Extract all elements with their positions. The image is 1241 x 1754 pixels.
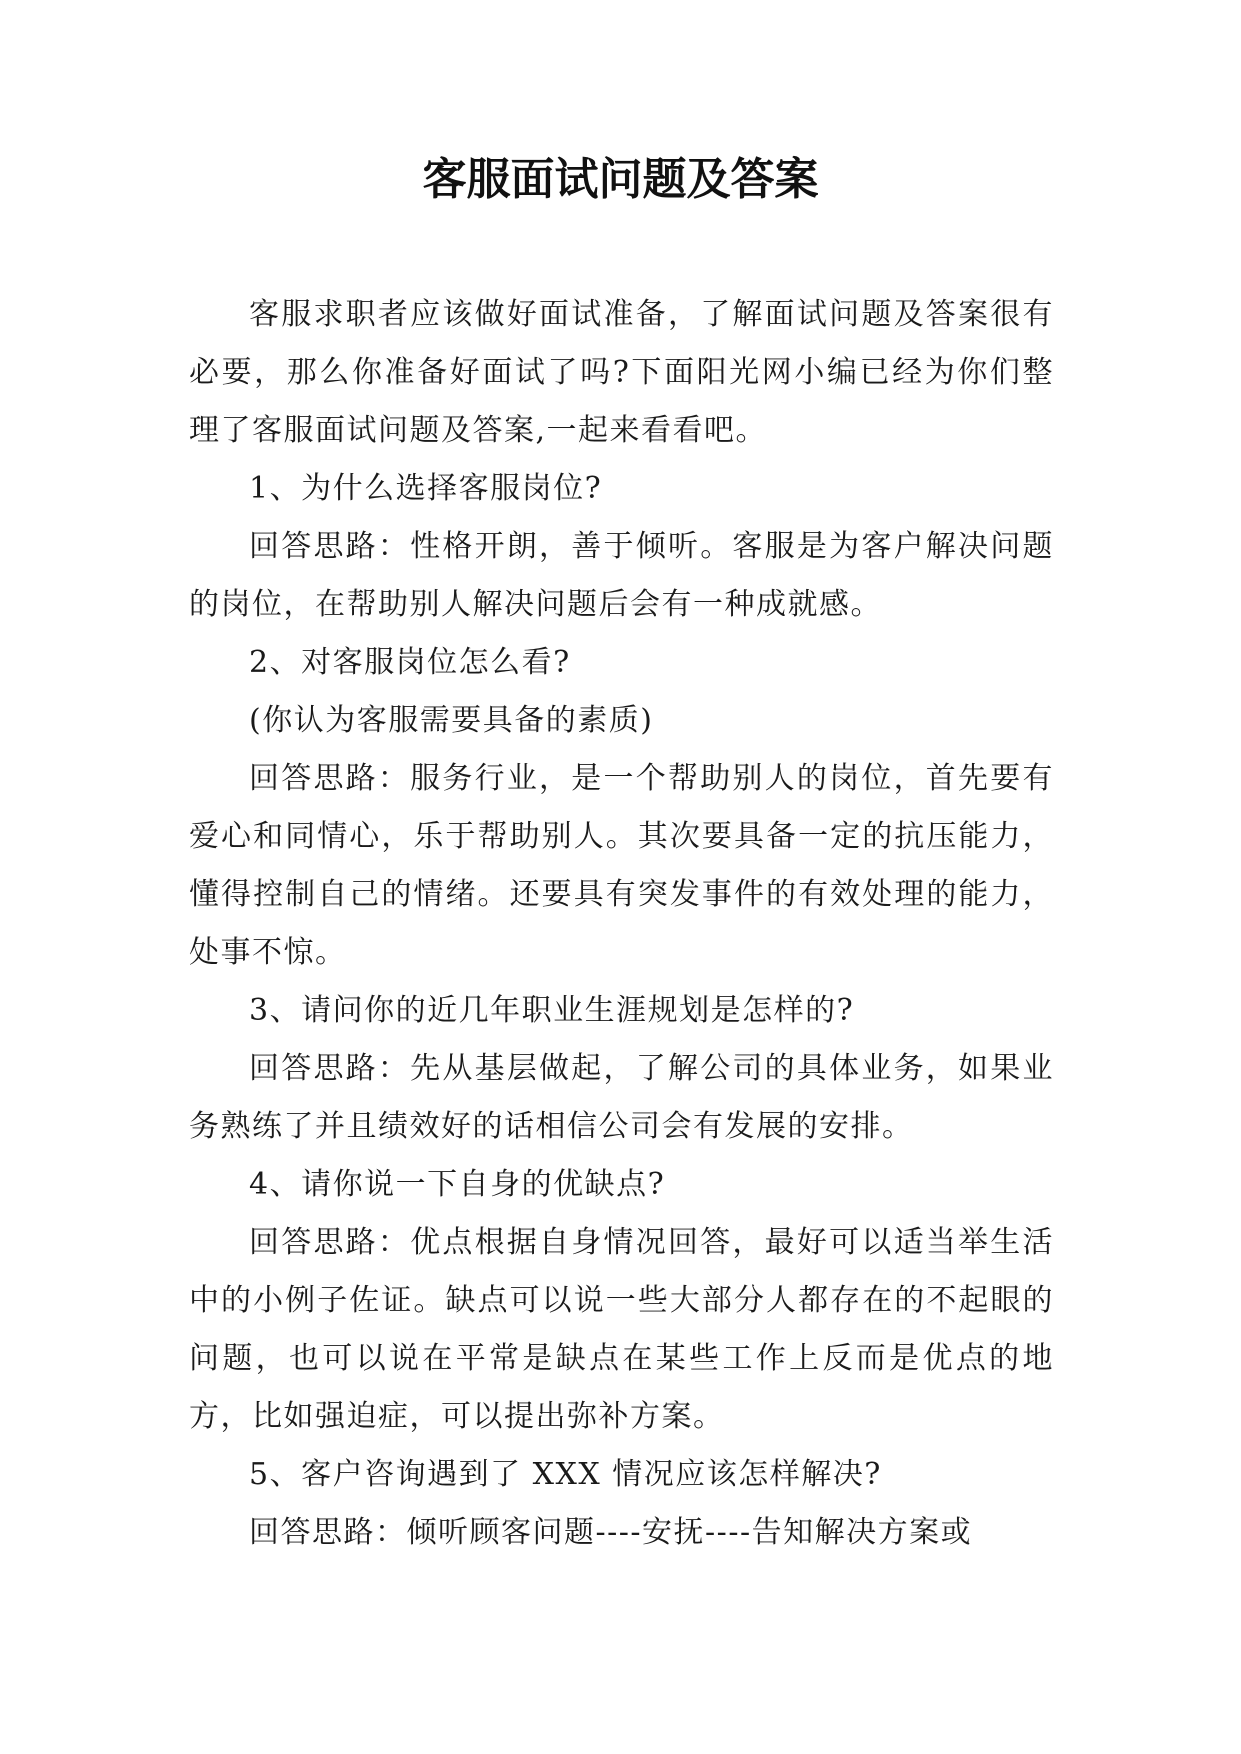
question-1: 1、为什么选择客服岗位? (249, 471, 603, 506)
question-3: 3、请问你的近几年职业生涯规划是怎样的? (249, 993, 855, 1028)
answer-5: 回答思路：倾听顾客问题----安抚----告知解决方案或 (249, 1515, 973, 1550)
answer-3: 回答思路：先从基层做起，了解公司的具体业务，如果业务熟练了并且绩效好的话相信公司会有发展的安排。 (189, 1051, 1054, 1144)
question-2: 2、对客服岗位怎么看? (249, 645, 571, 680)
question-5: 5、客户咨询遇到了 XXX 情况应该怎样解决? (249, 1457, 882, 1492)
intro-paragraph: 客服求职者应该做好面试准备，了解面试问题及答案很有必要，那么你准备好面试了吗?下面阳光网小编已经为你们整理了客服面试问题及答案,一起来看看吧。 (189, 297, 1054, 448)
document-title: 客服面试问题及答案 (422, 154, 819, 205)
document-body (189, 286, 1054, 1562)
answer-4: 回答思路：优点根据自身情况回答，最好可以适当举生活中的小例子佐证。缺点可以说一些大部分人都存在的不起眼的问题，也可以说在平常是缺点在某些工作上反而是优点的地方，比如强迫症，可以提出弥补方案。 (189, 1225, 1054, 1434)
question-2-note: (你认为客服需要具备的素质) (249, 703, 654, 738)
answer-1: 回答思路：性格开朗，善于倾听。客服是为客户解决问题的岗位，在帮助别人解决问题后会有一种成就感。 (189, 529, 1054, 622)
answer-2: 回答思路：服务行业，是一个帮助别人的岗位，首先要有爱心和同情心，乐于帮助别人。其次要具备一定的抗压能力，懂得控制自己的情绪。还要具有突发事件的有效处理的能力，处事不惊。 (189, 761, 1054, 970)
question-4: 4、请你说一下自身的优缺点? (249, 1167, 666, 1202)
